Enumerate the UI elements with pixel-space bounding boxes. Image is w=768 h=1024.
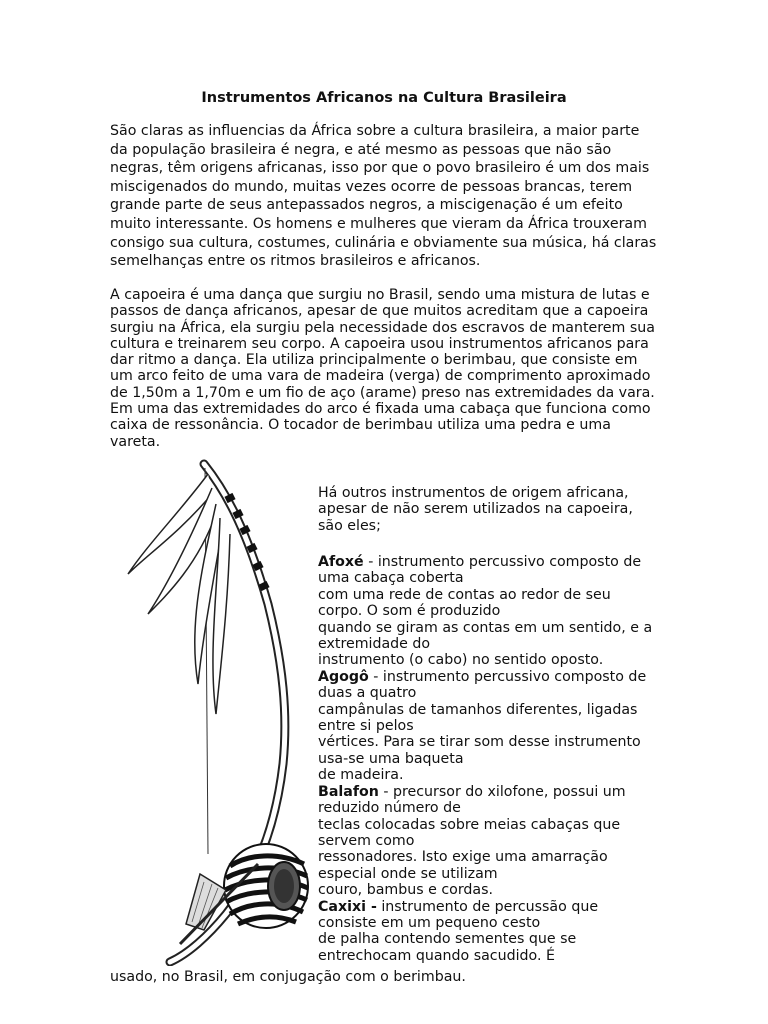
instrument-line: especial onde se utilizam xyxy=(318,865,498,882)
instrument-line: de palha contendo sementes que se xyxy=(318,931,577,948)
paragraph-line: surgiu na África, ela surgiu pela necessidade dos escravos de manterem sua xyxy=(110,319,655,336)
paragraph-capoeira xyxy=(110,287,670,450)
instrument-line: teclas colocadas sobre meias cabaças que xyxy=(318,816,621,833)
page-title: Instrumentos Africanos na Cultura Brasileira xyxy=(201,90,567,106)
instrument-description: - instrumento percussivo composto de xyxy=(368,668,647,685)
closing-line: usado, no Brasil, em conjugação com o berimbau. xyxy=(110,969,466,985)
instrument-line xyxy=(318,669,668,685)
paragraph-line: São claras as influencias da África sobre a cultura brasileira, a maior parte xyxy=(110,123,640,139)
berimbau-illustration xyxy=(108,454,316,966)
paragraph-line: Em uma das extremidades do arco é fixada uma cabaça que funciona como xyxy=(110,401,651,418)
instrument-line: ressonadores. Isto exige uma amarração xyxy=(318,849,608,866)
paragraph-line: negras, têm origens africanas, isso por que o povo brasileiro é um dos mais xyxy=(110,160,650,177)
instrument-line: instrumento (o cabo) no sentido oposto. xyxy=(318,652,604,669)
instrument-line: entrechocam quando sacudido. É xyxy=(318,947,555,964)
instrument-line xyxy=(318,554,668,570)
instrument-line: consiste em um pequeno cesto xyxy=(318,914,541,931)
paragraph-line: A capoeira é uma dança que surgiu no Brasil, sendo uma mistura de lutas e xyxy=(110,287,650,303)
instrument-term: Afoxé xyxy=(318,554,364,570)
instrument-description: instrumento de percussão que xyxy=(376,898,599,915)
instrument-line: usa-se uma baqueta xyxy=(318,750,464,767)
instrument-description: - precursor do xilofone, possui um xyxy=(378,783,626,800)
paragraph-line: miscigenados do mundo, muitas vezes ocorre de pessoas brancas, terem xyxy=(110,178,633,195)
instrument-description: - instrumento percussivo composto de xyxy=(363,554,642,570)
instrument-line: entre si pelos xyxy=(318,718,414,735)
instrument-line: duas a quatro xyxy=(318,685,417,702)
instrument-list xyxy=(318,554,668,964)
paragraph-line: da população brasileira é negra, e até mesmo as pessoas que não são xyxy=(110,141,612,158)
instrument-line: com uma rede de contas ao redor de seu xyxy=(318,586,611,603)
instrument-line: reduzido número de xyxy=(318,800,461,817)
paragraph-intro xyxy=(110,122,670,271)
instrument-line: extremidade do xyxy=(318,636,431,653)
paragraph-line: semelhanças entre os ritmos brasileiros e africanos. xyxy=(110,253,481,270)
instrument-line xyxy=(318,784,668,800)
instrument-term: Agogô xyxy=(318,668,369,685)
paragraph-line: passos de dança africanos, apesar de que muitos acreditam que a capoeira xyxy=(110,303,649,320)
instrument-line: vértices. Para se tirar som desse instrumento xyxy=(318,734,641,751)
instrument-line xyxy=(318,899,668,915)
instrument-term: Balafon xyxy=(318,783,379,800)
instrument-line: uma cabaça coberta xyxy=(318,570,464,587)
paragraph-line: consigo sua cultura, costumes, culinária e obviamente sua música, há claras xyxy=(110,234,657,251)
intro-line: Há outros instrumentos de origem africana, xyxy=(318,485,629,501)
paragraph-line: cultura e treinarem seu corpo. A capoeira usou instrumentos africanos para xyxy=(110,335,649,352)
paragraph-line: muito interessante. Os homens e mulheres que vieram da África trouxeram xyxy=(110,215,647,232)
instrument-line: corpo. O som é produzido xyxy=(318,603,501,620)
instrument-line: de madeira. xyxy=(318,767,404,784)
paragraph-line: um arco feito de uma vara de madeira (verga) de comprimento aproximado xyxy=(110,368,651,385)
paragraph-line: grande parte de seus antepassados negros, a miscigenação é um efeito xyxy=(110,197,623,214)
instrument-line: campânulas de tamanhos diferentes, ligadas xyxy=(318,701,638,718)
paragraph-line: de 1,50m a 1,70m e um fio de aço (arame) preso nas extremidades da vara. xyxy=(110,384,655,401)
intro-text xyxy=(318,485,668,534)
instrument-line: quando se giram as contas em um sentido, e a xyxy=(318,619,653,636)
intro-line: apesar de não serem utilizados na capoeira, xyxy=(318,501,633,518)
instrument-line: couro, bambus e cordas. xyxy=(318,882,494,899)
paragraph-line: vareta. xyxy=(110,433,161,450)
intro-line: são eles; xyxy=(318,517,381,534)
paragraph-line: dar ritmo a dança. Ela utiliza principalmente o berimbau, que consiste em xyxy=(110,352,638,369)
instrument-term: Caxixi - xyxy=(318,898,377,915)
instrument-line: servem como xyxy=(318,832,415,849)
paragraph-line: caixa de ressonância. O tocador de berimbau utiliza uma pedra e uma xyxy=(110,417,611,434)
